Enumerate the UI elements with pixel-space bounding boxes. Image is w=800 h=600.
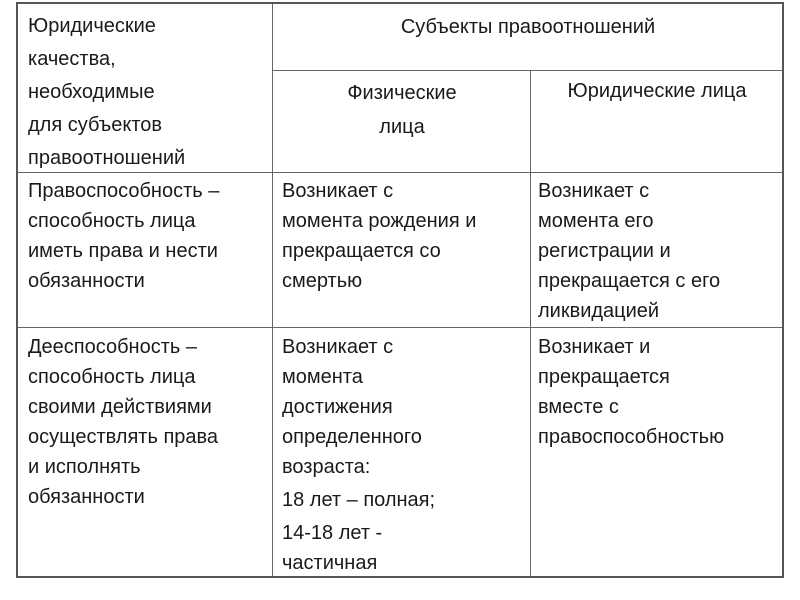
row2-quality: Дееспособность – способность лица своими действиями осуществлять права и исполнять обязанности — [28, 336, 219, 508]
header-subjects: Субъекты правоотношений — [400, 16, 656, 38]
row2-individuals: Возникает с момента достижения определенного возраста: — [282, 336, 422, 478]
row2-individuals-partial: 14-18 лет - частичная — [282, 522, 383, 574]
header-subdivider — [272, 70, 782, 71]
legal-subjects-table — [16, 2, 784, 578]
header-qualities: Юридические качества, необходимые для субъектов правоотношений — [28, 15, 186, 169]
header-legal-entities: Юридические лица — [567, 80, 747, 102]
row1-individuals: Возникает с момента рождения и прекращается со смертью — [282, 180, 477, 292]
row1-legal-entities: Возникает с момента его регистрации и прекращается с его ликвидацией — [538, 180, 721, 322]
row2-individuals-full: 18 лет – полная; — [282, 489, 436, 511]
column-divider-1 — [272, 4, 273, 576]
header-individuals: Физические лица — [347, 82, 457, 138]
row1-quality: Правоспособность – способность лица иметь права и нести обязанности — [28, 180, 220, 292]
row2-legal-entities: Возникает и прекращается вместе с правоспособностью — [538, 336, 725, 448]
column-divider-2 — [530, 70, 531, 576]
row-divider-2 — [18, 327, 782, 328]
